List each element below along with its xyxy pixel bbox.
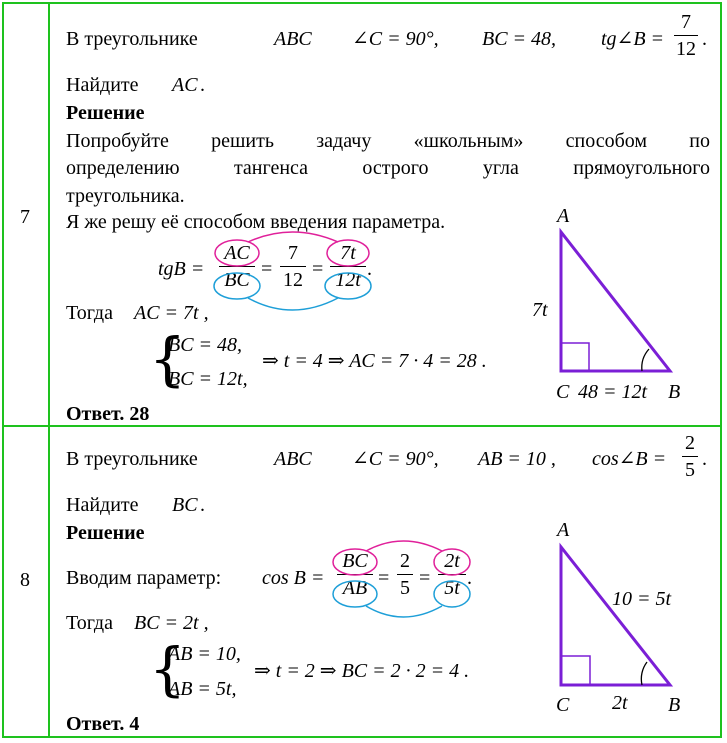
fraction-numerator: 7 (681, 11, 691, 33)
fraction-numerator: BC (342, 550, 368, 572)
numerator-ring (327, 240, 369, 266)
triangle-outline (561, 232, 670, 371)
system-line: AB = 10, (168, 643, 241, 665)
then-word: Тогда (66, 612, 113, 634)
base-label: 2t (612, 692, 628, 714)
fraction-denominator: 12 (676, 38, 696, 60)
solution-text-line: Попробуйте решить задачу «школьным» способом по (66, 130, 710, 152)
numerator-link (248, 232, 338, 242)
solution-title: Решение (66, 522, 145, 544)
find-dot: . (200, 74, 205, 96)
then-expression: BC = 2t , (134, 612, 209, 634)
find-variable: AC (172, 74, 198, 96)
system-brace: { (149, 325, 186, 393)
angle-arc (641, 662, 647, 685)
system-result: ⇒ t = 4 ⇒ AC = 7 · 4 = 28 . (262, 350, 487, 372)
fraction-denominator: AB (342, 577, 368, 599)
fraction-denominator: 5 (685, 459, 695, 481)
then-word: Тогда (66, 302, 113, 324)
numerator-ring (434, 549, 470, 575)
solution-text-line: определению тангенса острого угла прямоугольного (66, 157, 710, 179)
then-expression: AC = 7t , (134, 302, 209, 324)
vertex-label-b: B (668, 381, 681, 403)
hypotenuse-label: 10 = 5t (612, 588, 672, 610)
numerator-ring (333, 549, 377, 575)
system-line: BC = 48, (168, 334, 243, 356)
triangle-outline (561, 547, 670, 685)
solution-title: Решение (66, 102, 145, 124)
find-variable: BC (172, 494, 198, 516)
triangle-figure-8 (561, 547, 670, 685)
problem-number: 8 (20, 569, 30, 591)
find-text: Найдите (66, 74, 139, 96)
angle-arc (642, 349, 649, 371)
vertex-label-c: C (556, 381, 570, 403)
vertex-label-a: A (557, 519, 570, 541)
system-line: AB = 5t, (168, 678, 237, 700)
equals-sign: = (261, 258, 273, 280)
condition-angle: ∠C = 90°, (352, 28, 439, 50)
fraction-numerator: 2 (685, 432, 695, 454)
equals-sign: = (378, 567, 390, 589)
condition-side: BC = 48, (482, 28, 557, 50)
equation-lhs: cos B = (262, 567, 325, 589)
problem-number: 7 (20, 206, 30, 228)
vertex-label-a: A (557, 205, 570, 227)
fraction-numerator: 2t (444, 550, 460, 572)
leg-label: 7t (532, 299, 548, 321)
condition-func: cos∠B = (592, 448, 667, 470)
system-line: BC = 12t, (168, 368, 248, 390)
fraction-denominator: BC (224, 269, 250, 291)
right-angle-mark (561, 343, 589, 371)
denominator-ring (214, 273, 260, 299)
system-brace: { (149, 635, 186, 703)
equation-dot: . (367, 258, 372, 280)
find-text: Найдите (66, 494, 139, 516)
equation-dot: . (467, 567, 472, 589)
condition-triangle: ABC (274, 28, 312, 50)
condition-dot: . (702, 28, 707, 50)
equals-sign: = (419, 567, 431, 589)
base-label: 48 = 12t (578, 381, 648, 403)
fraction-numerator: AC (224, 242, 250, 264)
numerator-link (366, 541, 442, 551)
highlight-rings-8 (333, 541, 470, 617)
denominator-ring (434, 581, 470, 607)
triangle-figure-7 (561, 232, 670, 371)
vertex-label-c: C (556, 694, 570, 716)
fraction-denominator: 12t (335, 269, 361, 291)
fraction-numerator: 7t (340, 242, 356, 264)
denominator-ring (325, 273, 371, 299)
condition-angle: ∠C = 90°, (352, 448, 439, 470)
condition-dot: . (702, 448, 707, 470)
fraction-numerator: 7 (288, 242, 298, 264)
vertex-label-b: B (668, 694, 681, 716)
denominator-link (366, 606, 442, 617)
denominator-link (248, 298, 338, 310)
condition-func: tg∠B = (601, 28, 665, 50)
fraction-numerator: 2 (400, 550, 410, 572)
answer: Ответ. 4 (66, 713, 140, 735)
solution-text-line: Я же решу её способом введения параметра. (66, 211, 446, 233)
fraction-denominator: 5 (400, 577, 410, 599)
system-result: ⇒ t = 2 ⇒ BC = 2 · 2 = 4 . (254, 660, 470, 682)
condition-intro: В треугольнике (66, 28, 198, 50)
answer: Ответ. 28 (66, 403, 150, 425)
fraction-denominator: 12 (283, 269, 303, 291)
right-angle-mark (561, 656, 590, 685)
numerator-ring (215, 240, 259, 266)
param-text: Вводим параметр: (66, 567, 222, 589)
denominator-ring (333, 581, 377, 607)
equals-sign: = (312, 258, 324, 280)
highlight-rings-7 (214, 232, 371, 310)
fraction-denominator: 5t (444, 577, 460, 599)
equation-lhs: tgB = (158, 258, 205, 280)
condition-side: AB = 10 , (478, 448, 556, 470)
solution-text-line: треугольника. (66, 185, 185, 207)
condition-intro: В треугольнике (66, 448, 198, 470)
condition-triangle: ABC (274, 448, 312, 470)
find-dot: . (200, 494, 205, 516)
